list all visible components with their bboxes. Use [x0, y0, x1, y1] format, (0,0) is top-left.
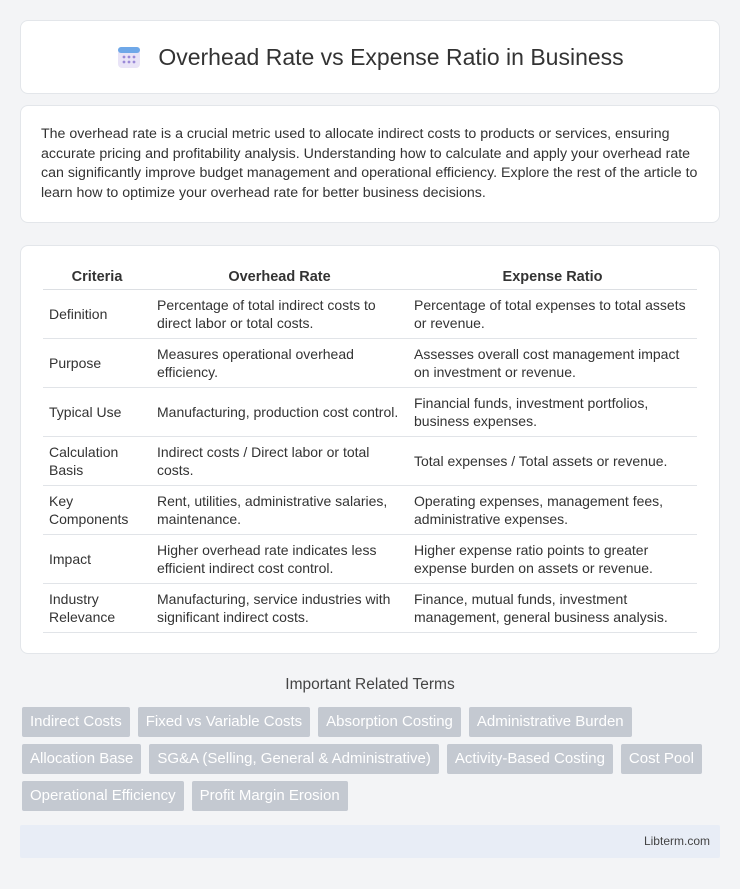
- page-title: Overhead Rate vs Expense Ratio in Business: [158, 43, 624, 70]
- related-term-tag[interactable]: Administrative Burden: [469, 707, 632, 737]
- row-expense-ratio: Operating expenses, management fees, administrative expenses.: [408, 486, 697, 535]
- comparison-table: [43, 265, 697, 633]
- row-overhead-rate: Rent, utilities, administrative salaries, maintenance.: [151, 486, 408, 535]
- table-row: [43, 290, 697, 339]
- title-card: [20, 20, 720, 94]
- footer: [20, 825, 720, 858]
- row-expense-ratio: Higher expense ratio points to greater expense burden on assets or revenue.: [408, 535, 697, 584]
- row-criteria: Definition: [43, 290, 151, 339]
- calendar-icon: [116, 44, 142, 70]
- row-expense-ratio: Total expenses / Total assets or revenue.: [408, 437, 697, 486]
- footer-site-link[interactable]: Libterm.com: [643, 834, 710, 848]
- related-term-tag[interactable]: Operational Efficiency: [22, 781, 184, 811]
- row-overhead-rate: Measures operational overhead efficiency.: [151, 339, 408, 388]
- row-overhead-rate: Higher overhead rate indicates less efficient indirect cost control.: [151, 535, 408, 584]
- header-criteria: Criteria: [43, 265, 151, 290]
- related-term-tag[interactable]: Activity-Based Costing: [447, 744, 613, 774]
- table-row: [43, 339, 697, 388]
- row-expense-ratio: Finance, mutual funds, investment management, general business analysis.: [408, 584, 697, 633]
- intro-paragraph: The overhead rate is a crucial metric used to allocate indirect costs to products or services, ensuring accurate pricing and profitability analysis. Understanding how to calculate and apply your overhead rate can significantly improve budget management and operational efficiency. Explore the rest of the article to learn how to optimize your overhead rate for better business decisions.: [41, 126, 698, 201]
- related-term-tag[interactable]: Indirect Costs: [22, 707, 130, 737]
- table-row: [43, 584, 697, 633]
- row-criteria: Typical Use: [43, 388, 151, 437]
- table-header-row: [43, 265, 697, 290]
- related-terms-list: [22, 707, 722, 811]
- row-criteria: Calculation Basis: [43, 437, 151, 486]
- related-term-tag[interactable]: Fixed vs Variable Costs: [138, 707, 310, 737]
- header-overhead-rate: Overhead Rate: [151, 265, 408, 290]
- related-term-tag[interactable]: Profit Margin Erosion: [192, 781, 348, 811]
- table-row: [43, 535, 697, 584]
- related-term-tag[interactable]: Allocation Base: [22, 744, 141, 774]
- row-overhead-rate: Indirect costs / Direct labor or total costs.: [151, 437, 408, 486]
- related-term-tag[interactable]: SG&A (Selling, General & Administrative): [149, 744, 438, 774]
- row-criteria: Key Components: [43, 486, 151, 535]
- table-row: [43, 437, 697, 486]
- header-expense-ratio: Expense Ratio: [408, 265, 697, 290]
- row-expense-ratio: Percentage of total expenses to total assets or revenue.: [408, 290, 697, 339]
- intro-card: [20, 105, 720, 223]
- related-term-tag[interactable]: Absorption Costing: [318, 707, 461, 737]
- related-terms-heading: Important Related Terms: [285, 676, 455, 693]
- row-criteria: Impact: [43, 535, 151, 584]
- comparison-card: [20, 245, 720, 654]
- row-overhead-rate: Percentage of total indirect costs to direct labor or total costs.: [151, 290, 408, 339]
- row-criteria: Industry Relevance: [43, 584, 151, 633]
- table-row: [43, 486, 697, 535]
- row-expense-ratio: Assesses overall cost management impact on investment or revenue.: [408, 339, 697, 388]
- row-overhead-rate: Manufacturing, service industries with significant indirect costs.: [151, 584, 408, 633]
- table-row: [43, 388, 697, 437]
- row-expense-ratio: Financial funds, investment portfolios, business expenses.: [408, 388, 697, 437]
- row-overhead-rate: Manufacturing, production cost control.: [151, 388, 408, 437]
- row-criteria: Purpose: [43, 339, 151, 388]
- related-term-tag[interactable]: Cost Pool: [621, 744, 702, 774]
